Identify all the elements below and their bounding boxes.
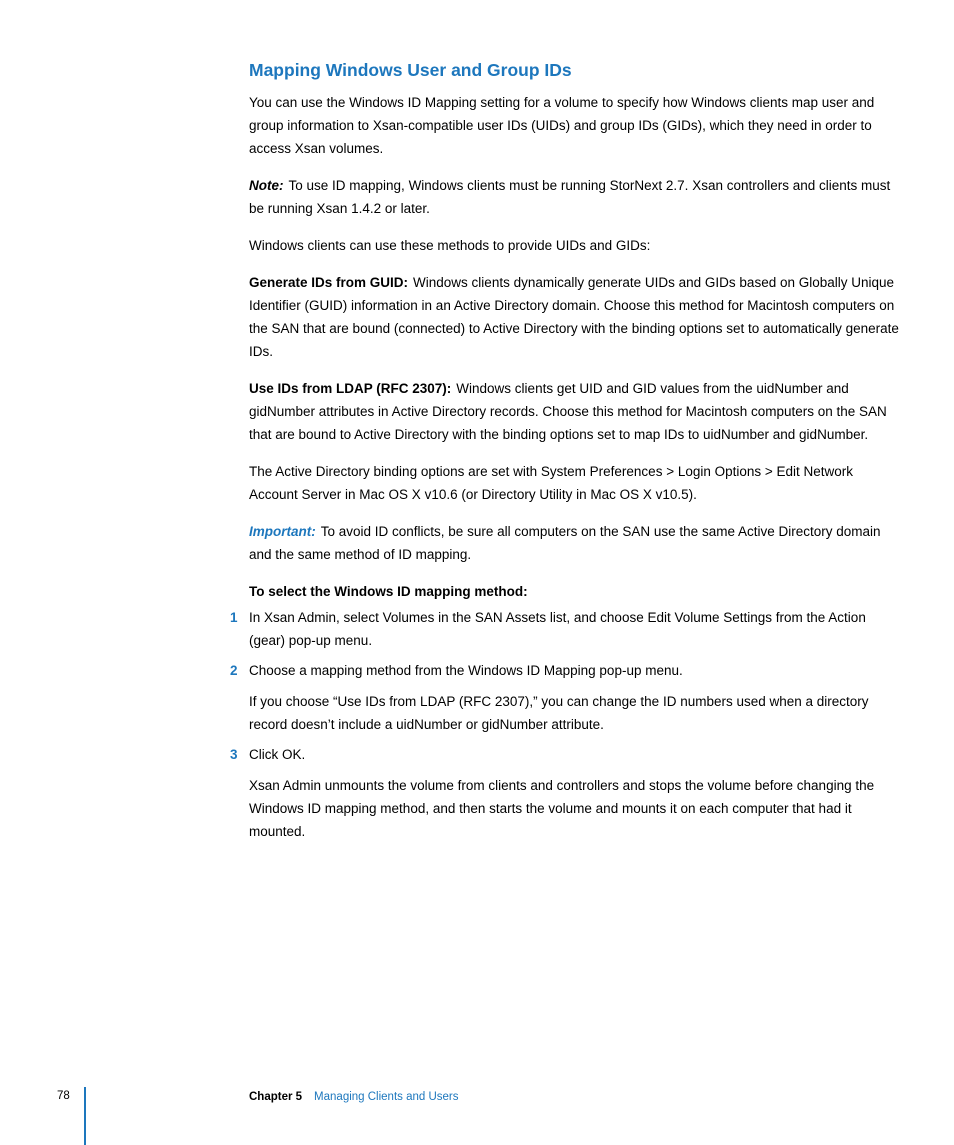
- step-3-note: Xsan Admin unmounts the volume from clients and controllers and stops the volume before changing the Windows ID mapping method, and then starts the volume and mounts it on each computer that had it mounted.: [249, 778, 875, 839]
- step-2-number: 2: [230, 663, 238, 678]
- step-1-number: 1: [230, 610, 238, 625]
- step-1: [230, 606, 904, 652]
- task-heading: To select the Windows ID mapping method:: [249, 584, 528, 599]
- methods-intro-paragraph: Windows clients can use these methods to provide UIDs and GIDs:: [249, 238, 651, 253]
- footer-divider-rule: [84, 1087, 86, 1145]
- step-1-text: In Xsan Admin, select Volumes in the SAN Assets list, and choose Edit Volume Settings from the Action (gear) pop-up menu.: [249, 610, 866, 648]
- step-3-body: [249, 743, 904, 843]
- page-content: [230, 58, 904, 850]
- method-guid-text: Windows clients dynamically generate UIDs and GIDs based on Globally Unique Identifier (GUID) information in an Active Directory domain. Choose this method for Macintosh computers on the SAN that are bound (connected) to Active Directory with the binding options set to automatically generate IDs.: [249, 275, 899, 359]
- intro-paragraph: You can use the Windows ID Mapping setting for a volume to specify how Windows clients map user and group information to Xsan-compatible user IDs (UIDs) and group IDs (GIDs), which they need in order to access Xsan volumes.: [249, 95, 875, 156]
- method-guid-label: Generate IDs from GUID:: [249, 275, 409, 290]
- method-ldap-text: Windows clients get UID and GID values from the uidNumber and gidNumber attributes in Active Directory records. Choose this method for Macintosh computers on the SAN that are bound to Active Directory with the binding options set to map IDs to uidNumber and gidNumber.: [249, 381, 887, 442]
- binding-options-paragraph: The Active Directory binding options are set with System Preferences > Login Options > Edit Network Account Server in Mac OS X v10.6 (or Directory Utility in Mac OS X v10.5).: [249, 464, 854, 502]
- note-paragraph: [249, 174, 904, 220]
- step-1-body: [249, 606, 904, 652]
- important-paragraph: [249, 520, 904, 566]
- note-label: Note:: [249, 178, 284, 193]
- important-label: Important:: [249, 524, 316, 539]
- section-heading: Mapping Windows User and Group IDs: [249, 60, 572, 80]
- step-3: [230, 743, 904, 843]
- step-2-body: [249, 659, 904, 736]
- note-text: To use ID mapping, Windows clients must be running StorNext 2.7. Xsan controllers and clients must be running Xsan 1.4.2 or later.: [249, 178, 891, 216]
- footer-chapter-title-link[interactable]: Managing Clients and Users: [314, 1091, 459, 1103]
- step-2-note: If you choose “Use IDs from LDAP (RFC 2307),” you can change the ID numbers used when a directory record doesn’t include a uidNumber or gidNumber attribute.: [249, 694, 869, 732]
- important-text: To avoid ID conflicts, be sure all computers on the SAN use the same Active Directory domain and the same method of ID mapping.: [249, 524, 881, 562]
- footer-chapter: [249, 1090, 459, 1105]
- step-3-number: 3: [230, 747, 238, 762]
- footer-chapter-label: Chapter 5: [249, 1091, 303, 1103]
- step-3-text: Click OK.: [249, 747, 306, 762]
- step-2-text: Choose a mapping method from the Windows ID Mapping pop-up menu.: [249, 663, 683, 678]
- method-ldap-label: Use IDs from LDAP (RFC 2307):: [249, 381, 452, 396]
- numbered-steps: [230, 606, 904, 843]
- page-number: 78: [57, 1090, 70, 1102]
- method-ldap-paragraph: [249, 377, 904, 446]
- method-guid-paragraph: [249, 271, 904, 363]
- step-2: [230, 659, 904, 736]
